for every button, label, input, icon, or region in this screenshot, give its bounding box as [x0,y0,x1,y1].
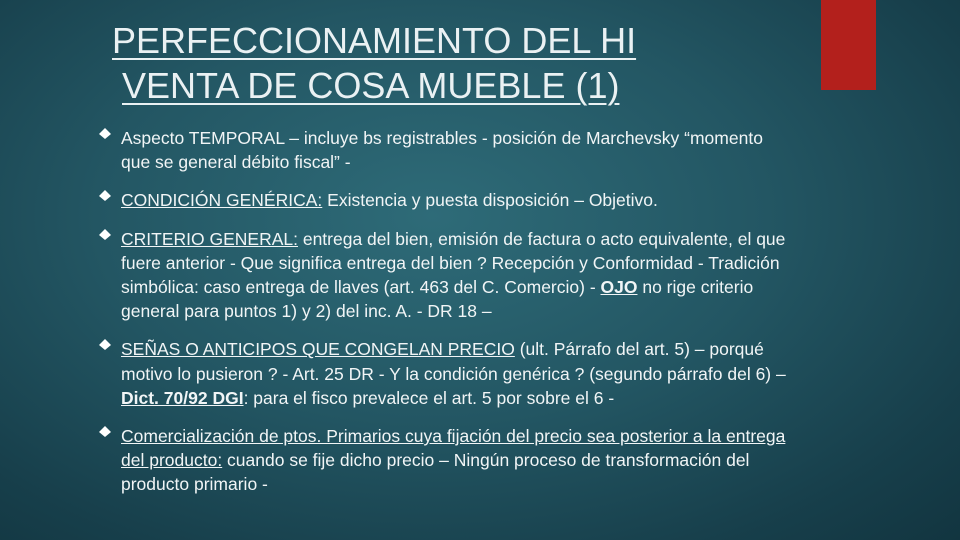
bullet-lead: CRITERIO GENERAL: [121,228,298,249]
diamond-bullet-icon [99,196,111,201]
bullet-item-comercializacion [99,424,789,497]
bullet-emphasis: Dict. 70/92 DGI [121,387,244,408]
slide-title-line-2: VENTA DE COSA MUEBLE (1) [122,65,620,106]
bullet-text-continued: no rige criterio general para puntos 1) y 2) del inc. A. - DR 18 – [121,277,754,322]
bullet-text-continued: : para el fisco prevalece el art. 5 por sobre el 6 - [243,387,615,408]
bullet-list [99,126,789,511]
slide-title-line-1: PERFECCIONAMIENTO DEL HI [112,20,637,61]
bullet-text: Aspecto TEMPORAL – incluye bs registrables - posición de Marchevsky “momento que se general débito fiscal” - [121,128,763,173]
diamond-bullet-icon [99,432,111,437]
bullet-item-senas-anticipos [99,337,789,410]
bullet-emphasis: OJO [600,277,638,298]
bullet-lead: Comercialización de ptos. Primarios cuya fijación del precio sea posterior a la entrega del producto: [121,426,786,471]
diamond-bullet-icon [99,345,111,350]
bullet-text: cuando se fije dicho precio – Ningún proceso de transformación del producto primario - [121,450,750,495]
bullet-lead: CONDICIÓN GENÉRICA: [121,190,323,211]
bullet-item-temporal [99,126,789,174]
diamond-bullet-icon [99,235,111,240]
bullet-item-condicion-generica [99,188,789,212]
bullet-text: (ult. Párrafo del art. 5) – porqué motivo lo pusieron ? - Art. 25 DR - Y la condición genérica ? (segundo párrafo del 6) – [121,339,786,384]
bullet-text: entrega del bien, emisión de factura o acto equivalente, el que fuere anterior - Que significa entrega del bien ? Recepción y Conformidad - Tradición simbólica: caso entrega de llaves (art. 463 del C. Comercio) - [121,228,786,298]
bullet-item-criterio-general [99,227,789,324]
bullet-text: Existencia y puesta disposición – Objetivo. [322,190,658,211]
accent-tab [821,0,876,90]
diamond-bullet-icon [99,134,111,139]
bullet-lead: SEÑAS O ANTICIPOS QUE CONGELAN PRECIO [121,339,515,360]
slide-title [112,18,802,108]
